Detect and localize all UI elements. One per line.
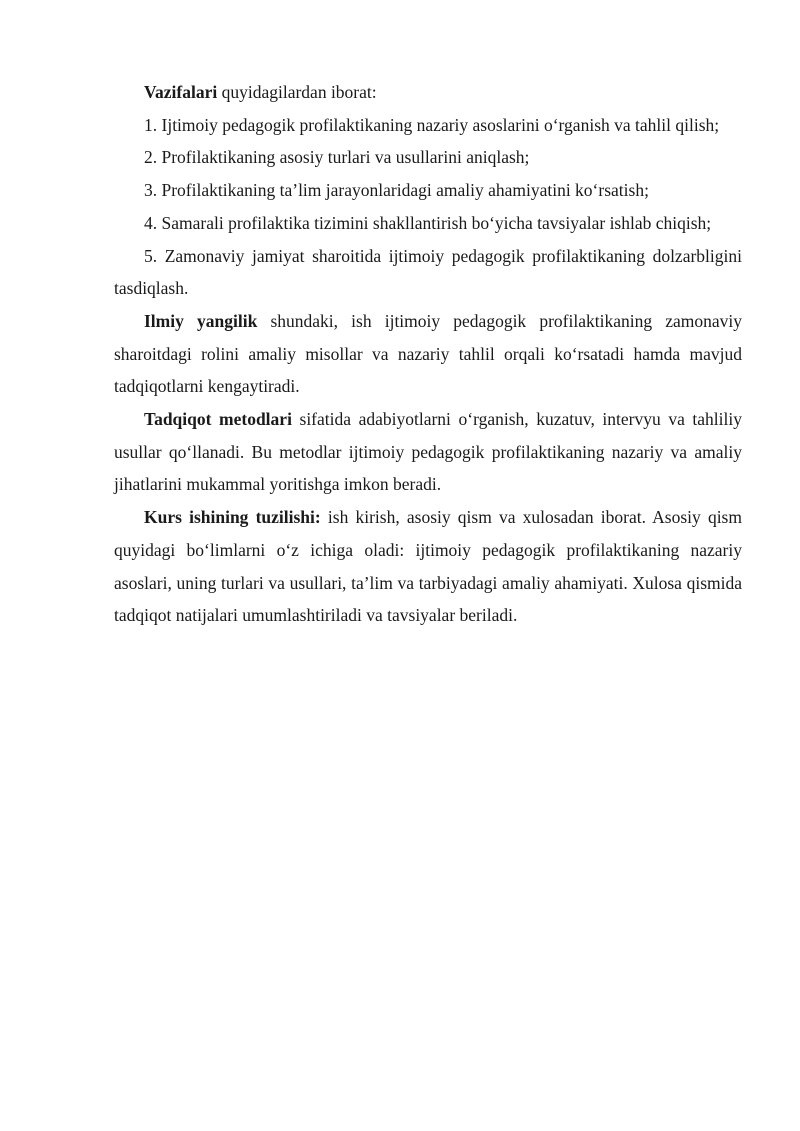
paragraph-tadqiqot-metodlari: [114, 403, 742, 501]
paragraph-text: shundaki, ish ijtimoiy pedagogik profilaktikaning zamonaviy sharoitdagi rolini amaliy misollar va nazariy tahlil orqali ko‘rsatadi hamda mavjud tadqiqotlarni kengaytiradi.: [114, 310, 742, 397]
paragraph-text: sifatida adabiyotlarni o‘rganish, kuzatuv, intervyu va tahliliy usullar qo‘llanadi. Bu metodlar ijtimoiy pedagogik profilaktikaning nazariy va amaliy jihatlarini mukammal yoritishga imkon beradi.: [114, 409, 742, 495]
paragraph-vazifalari: [114, 76, 742, 109]
paragraph-lead: Tadqiqot metodlari: [144, 409, 292, 430]
list-item-text: 4. Samarali profilaktika tizimini shakllantirish bo‘yicha tavsiyalar ishlab chiqish;: [144, 212, 712, 233]
paragraph-text: quyidagilardan iborat:: [217, 82, 377, 102]
paragraph-lead: Kurs ishining tuzilishi:: [144, 507, 321, 528]
list-item: [114, 240, 742, 305]
list-item: [114, 141, 742, 174]
list-item-text: 3. Profilaktikaning ta’lim jarayonlaridagi amaliy ahamiyatini ko‘rsatish;: [144, 180, 649, 201]
paragraph-ilmiy-yangilik: [114, 305, 742, 403]
list-item-text: 5. Zamonaviy jamiyat sharoitida ijtimoiy pedagogik profilaktikaning dolzarbligini tasdiqlash.: [114, 245, 742, 299]
list-item: [114, 174, 742, 207]
paragraph-text: ish kirish, asosiy qism va xulosadan iborat. Asosiy qism quyidagi bo‘limlarni o‘z ichiga oladi: ijtimoiy pedagogik profilaktikaning nazariy asoslari, uning turlari va usullari, ta’lim va tarbiyadagi amaliy ahamiyati. Xulosa qismida tadqiqot natijalari umumlashtiriladi va tavsiyalar beriladi.: [114, 507, 742, 626]
list-item-text: 2. Profilaktikaning asosiy turlari va usullarini aniqlash;: [144, 147, 530, 168]
list-item: [114, 207, 742, 240]
paragraph-lead: Vazifalari: [144, 82, 218, 102]
document-body: [114, 76, 742, 632]
list-item-text: 1. Ijtimoiy pedagogik profilaktikaning nazariy asoslarini o‘rganish va tahlil qilish;: [144, 114, 720, 135]
paragraph-kurs-tuzilishi: [114, 501, 742, 632]
list-item: [114, 109, 742, 142]
paragraph-lead: Ilmiy yangilik: [144, 310, 258, 331]
